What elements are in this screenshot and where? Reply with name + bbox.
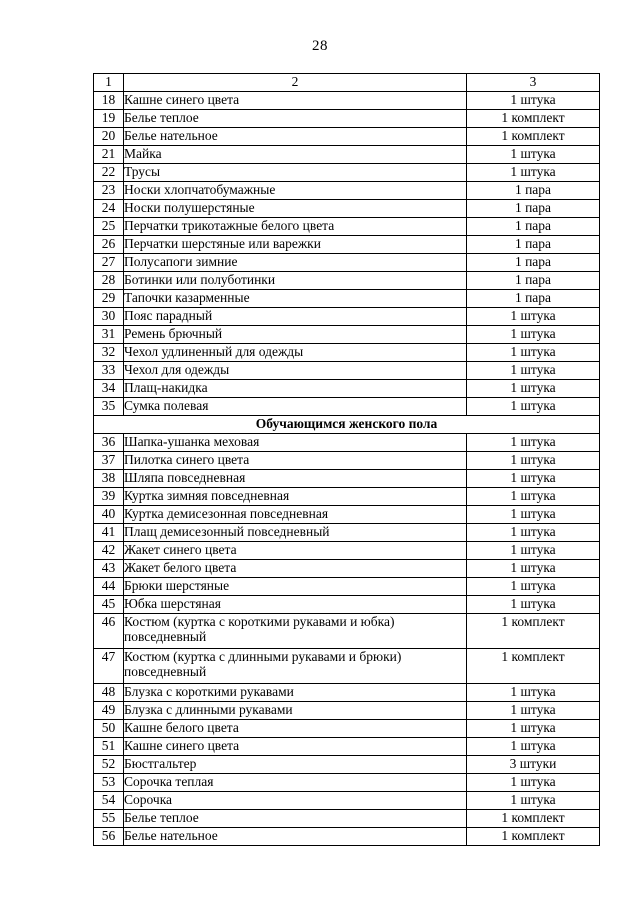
row-quantity: 1 пара	[467, 236, 600, 254]
table-row	[94, 756, 600, 774]
row-number: 27	[94, 254, 124, 272]
row-quantity: 1 штука	[467, 146, 600, 164]
row-quantity: 1 штука	[467, 92, 600, 110]
row-item-name: Костюм (куртка с короткими рукавами и юбка) повседневный	[124, 614, 467, 649]
row-number: 44	[94, 578, 124, 596]
table-row	[94, 290, 600, 308]
table-row	[94, 326, 600, 344]
row-number: 33	[94, 362, 124, 380]
section-row	[94, 416, 600, 434]
table-row	[94, 810, 600, 828]
row-item-name: Трусы	[124, 164, 467, 182]
row-quantity: 1 пара	[467, 272, 600, 290]
row-item-name: Шапка-ушанка меховая	[124, 434, 467, 452]
row-item-name: Белье нательное	[124, 828, 467, 846]
row-item-name: Куртка зимняя повседневная	[124, 488, 467, 506]
table-row	[94, 236, 600, 254]
table-row	[94, 164, 600, 182]
row-quantity: 1 комплект	[467, 828, 600, 846]
table-row	[94, 792, 600, 810]
row-item-name: Плащ демисезонный повседневный	[124, 524, 467, 542]
table-row	[94, 738, 600, 756]
table-row	[94, 92, 600, 110]
row-quantity: 1 штука	[467, 774, 600, 792]
row-number: 45	[94, 596, 124, 614]
row-item-name: Белье теплое	[124, 810, 467, 828]
table-row	[94, 308, 600, 326]
table-row	[94, 506, 600, 524]
table-row	[94, 828, 600, 846]
table-row	[94, 614, 600, 649]
row-item-name: Костюм (куртка с длинными рукавами и брюки) повседневный	[124, 649, 467, 684]
row-number: 41	[94, 524, 124, 542]
row-item-name: Чехол удлиненный для одежды	[124, 344, 467, 362]
row-quantity: 1 комплект	[467, 614, 600, 649]
row-number: 37	[94, 452, 124, 470]
row-number: 50	[94, 720, 124, 738]
row-item-name: Ремень брючный	[124, 326, 467, 344]
column-header-quantity: 3	[467, 74, 600, 92]
row-quantity: 1 комплект	[467, 110, 600, 128]
row-number: 56	[94, 828, 124, 846]
row-item-name: Пояс парадный	[124, 308, 467, 326]
row-number: 22	[94, 164, 124, 182]
table-row	[94, 560, 600, 578]
row-item-name: Чехол для одежды	[124, 362, 467, 380]
table-row	[94, 649, 600, 684]
row-number: 23	[94, 182, 124, 200]
row-quantity: 1 штука	[467, 792, 600, 810]
row-item-name: Белье теплое	[124, 110, 467, 128]
table-row	[94, 774, 600, 792]
row-quantity: 1 штука	[467, 738, 600, 756]
row-item-name: Кашне синего цвета	[124, 738, 467, 756]
row-number: 49	[94, 702, 124, 720]
row-quantity: 1 штука	[467, 542, 600, 560]
row-quantity: 1 пара	[467, 290, 600, 308]
row-number: 32	[94, 344, 124, 362]
row-item-name: Блузка с короткими рукавами	[124, 684, 467, 702]
table-row	[94, 182, 600, 200]
row-number: 46	[94, 614, 124, 649]
row-item-name: Носки полушерстяные	[124, 200, 467, 218]
column-header-number: 1	[94, 74, 124, 92]
row-number: 30	[94, 308, 124, 326]
table-row	[94, 542, 600, 560]
row-number: 20	[94, 128, 124, 146]
row-item-name: Тапочки казарменные	[124, 290, 467, 308]
row-number: 51	[94, 738, 124, 756]
row-quantity: 1 пара	[467, 218, 600, 236]
row-number: 28	[94, 272, 124, 290]
row-number: 47	[94, 649, 124, 684]
row-number: 53	[94, 774, 124, 792]
row-item-name: Куртка демисезонная повседневная	[124, 506, 467, 524]
row-quantity: 1 штука	[467, 452, 600, 470]
row-item-name: Кашне синего цвета	[124, 92, 467, 110]
row-item-name: Перчатки трикотажные белого цвета	[124, 218, 467, 236]
row-quantity: 1 комплект	[467, 649, 600, 684]
table-row	[94, 128, 600, 146]
table-row	[94, 452, 600, 470]
row-item-name: Сумка полевая	[124, 398, 467, 416]
row-number: 54	[94, 792, 124, 810]
row-number: 25	[94, 218, 124, 236]
row-number: 39	[94, 488, 124, 506]
row-number: 34	[94, 380, 124, 398]
row-quantity: 1 штука	[467, 308, 600, 326]
row-item-name: Брюки шерстяные	[124, 578, 467, 596]
row-quantity: 1 штука	[467, 434, 600, 452]
row-quantity: 1 пара	[467, 254, 600, 272]
row-quantity: 1 штука	[467, 326, 600, 344]
table-row	[94, 218, 600, 236]
row-number: 19	[94, 110, 124, 128]
row-item-name: Пилотка синего цвета	[124, 452, 467, 470]
row-item-name: Сорочка теплая	[124, 774, 467, 792]
row-number: 52	[94, 756, 124, 774]
table-row	[94, 398, 600, 416]
row-item-name: Полусапоги зимние	[124, 254, 467, 272]
table-header-row	[94, 74, 600, 92]
row-quantity: 1 штука	[467, 684, 600, 702]
table-row	[94, 488, 600, 506]
row-quantity: 1 штука	[467, 524, 600, 542]
table-row	[94, 702, 600, 720]
row-number: 31	[94, 326, 124, 344]
table-row	[94, 596, 600, 614]
table-row	[94, 254, 600, 272]
table-row	[94, 146, 600, 164]
row-item-name: Шляпа повседневная	[124, 470, 467, 488]
row-item-name: Носки хлопчатобумажные	[124, 182, 467, 200]
row-number: 38	[94, 470, 124, 488]
row-quantity: 1 штука	[467, 702, 600, 720]
row-quantity: 1 штука	[467, 470, 600, 488]
row-quantity: 1 штука	[467, 398, 600, 416]
row-item-name: Белье нательное	[124, 128, 467, 146]
row-number: 29	[94, 290, 124, 308]
row-quantity: 1 штука	[467, 720, 600, 738]
section-title: Обучающимся женского пола	[94, 416, 600, 434]
table-row	[94, 380, 600, 398]
row-quantity: 3 штуки	[467, 756, 600, 774]
row-number: 21	[94, 146, 124, 164]
table-row	[94, 110, 600, 128]
table-row	[94, 578, 600, 596]
row-item-name: Сорочка	[124, 792, 467, 810]
row-number: 48	[94, 684, 124, 702]
row-quantity: 1 штука	[467, 488, 600, 506]
table-row	[94, 344, 600, 362]
table-row	[94, 200, 600, 218]
row-number: 55	[94, 810, 124, 828]
row-item-name: Бюстгальтер	[124, 756, 467, 774]
clothing-table	[93, 73, 600, 846]
row-number: 35	[94, 398, 124, 416]
row-number: 40	[94, 506, 124, 524]
row-number: 18	[94, 92, 124, 110]
row-item-name: Кашне белого цвета	[124, 720, 467, 738]
row-quantity: 1 штука	[467, 380, 600, 398]
row-item-name: Плащ-накидка	[124, 380, 467, 398]
table-row	[94, 470, 600, 488]
row-number: 43	[94, 560, 124, 578]
column-header-item: 2	[124, 74, 467, 92]
row-quantity: 1 пара	[467, 200, 600, 218]
row-quantity: 1 штука	[467, 344, 600, 362]
row-item-name: Жакет синего цвета	[124, 542, 467, 560]
table-row	[94, 434, 600, 452]
row-item-name: Ботинки или полуботинки	[124, 272, 467, 290]
row-number: 42	[94, 542, 124, 560]
row-item-name: Юбка шерстяная	[124, 596, 467, 614]
row-number: 36	[94, 434, 124, 452]
row-quantity: 1 комплект	[467, 810, 600, 828]
row-quantity: 1 штука	[467, 560, 600, 578]
table-row	[94, 524, 600, 542]
row-number: 24	[94, 200, 124, 218]
row-quantity: 1 штука	[467, 596, 600, 614]
row-quantity: 1 штука	[467, 578, 600, 596]
row-quantity: 1 штука	[467, 506, 600, 524]
row-quantity: 1 пара	[467, 182, 600, 200]
row-quantity: 1 штука	[467, 164, 600, 182]
row-item-name: Майка	[124, 146, 467, 164]
row-item-name: Жакет белого цвета	[124, 560, 467, 578]
row-item-name: Перчатки шерстяные или варежки	[124, 236, 467, 254]
page-number: 28	[312, 38, 328, 54]
row-item-name: Блузка с длинными рукавами	[124, 702, 467, 720]
row-quantity: 1 штука	[467, 362, 600, 380]
table-row	[94, 272, 600, 290]
row-quantity: 1 комплект	[467, 128, 600, 146]
table-row	[94, 720, 600, 738]
table-row	[94, 362, 600, 380]
table-row	[94, 684, 600, 702]
row-number: 26	[94, 236, 124, 254]
